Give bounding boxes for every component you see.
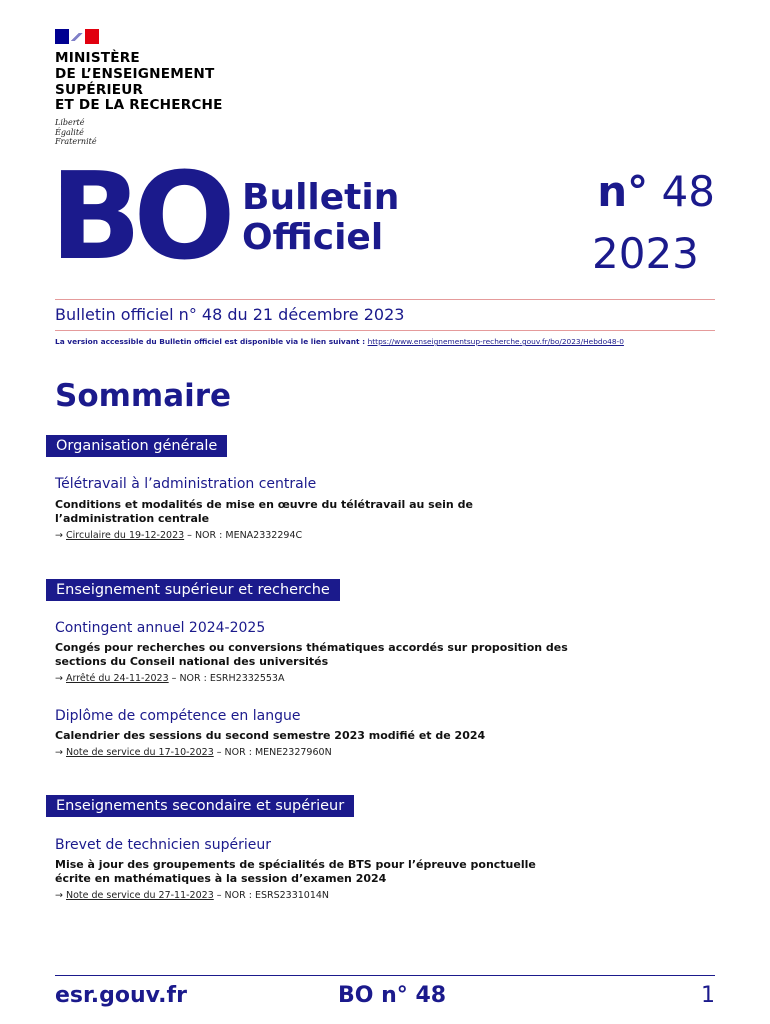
sommaire-heading: Sommaire bbox=[55, 378, 232, 414]
bo-logo: BO bbox=[50, 148, 228, 287]
ministry-line: MINISTÈRE bbox=[55, 50, 140, 66]
divider bbox=[55, 330, 715, 331]
reference-link[interactable]: Note de service du 17-10-2023 bbox=[66, 747, 214, 758]
number-prefix: n° bbox=[597, 167, 649, 216]
ministry-line: SUPÉRIEUR bbox=[55, 81, 144, 98]
item-reference bbox=[55, 747, 332, 758]
issue-year: 2023 bbox=[592, 229, 699, 278]
motto-line: Fraternité bbox=[55, 137, 97, 146]
item-description: Mise à jour des groupements de spécialités de BTS pour l’épreuve ponctuelle écrite en mathématiques à la session d’examen 2024 bbox=[55, 858, 536, 885]
section-header: Organisation générale bbox=[46, 435, 227, 457]
item-description: Congés pour recherches ou conversions thématiques accordés sur proposition des sections du Conseil national des universités bbox=[55, 641, 568, 668]
officiel-line: Officiel bbox=[242, 217, 384, 258]
item-reference bbox=[55, 530, 302, 541]
footer-divider bbox=[55, 975, 715, 976]
republic-flag-logo bbox=[55, 29, 99, 44]
ministry-line: ET DE LA RECHERCHE bbox=[55, 97, 223, 114]
nor-code: – NOR : MENA2332294C bbox=[184, 530, 303, 541]
page-number: 1 bbox=[701, 983, 715, 1008]
nor-code: – NOR : ESRH2332553A bbox=[168, 673, 285, 684]
item-description: Calendrier des sessions du second semestre 2023 modifié et de 2024 bbox=[55, 729, 486, 742]
bulletin-line: Bulletin bbox=[242, 177, 400, 218]
nor-code: – NOR : ESRS2331014N bbox=[213, 890, 330, 901]
item-description: Conditions et modalités de mise en œuvre du télétravail au sein de l’administration centrale bbox=[55, 498, 473, 525]
ministry-name bbox=[55, 51, 223, 114]
reference-link[interactable]: Arrêté du 24-11-2023 bbox=[66, 673, 169, 684]
item-title: Brevet de technicien supérieur bbox=[55, 837, 271, 853]
section-header: Enseignements secondaire et supérieur bbox=[46, 795, 354, 817]
accessible-version-note bbox=[55, 337, 624, 346]
footer-site: esr.gouv.fr bbox=[55, 983, 187, 1008]
motto-line: Liberté bbox=[55, 118, 85, 127]
republic-motto bbox=[55, 118, 97, 147]
item-reference bbox=[55, 673, 284, 684]
item-title: Contingent annuel 2024-2025 bbox=[55, 620, 266, 636]
arrow-icon: → bbox=[55, 890, 63, 901]
bulletin-officiel-title bbox=[242, 178, 399, 258]
item-title: Diplôme de compétence en langue bbox=[55, 708, 301, 724]
ministry-line: DE L’ENSEIGNEMENT bbox=[55, 65, 215, 82]
item-reference bbox=[55, 890, 329, 901]
number-value: 48 bbox=[661, 167, 715, 216]
item-title: Télétravail à l’administration centrale bbox=[55, 476, 317, 492]
reference-link[interactable]: Note de service du 27-11-2023 bbox=[66, 890, 214, 901]
arrow-icon: → bbox=[55, 530, 63, 541]
arrow-icon: → bbox=[55, 747, 63, 758]
bulletin-subtitle: Bulletin officiel n° 48 du 21 décembre 2023 bbox=[55, 305, 405, 324]
motto-line: Égalité bbox=[55, 127, 84, 137]
arrow-icon: → bbox=[55, 673, 63, 684]
section-header: Enseignement supérieur et recherche bbox=[46, 579, 340, 601]
nor-code: – NOR : MENE2327960N bbox=[213, 747, 332, 758]
accessible-link[interactable]: https://www.enseignementsup-recherche.gouv.fr/bo/2023/Hebdo48-0 bbox=[367, 337, 624, 346]
footer-bo-number: BO n° 48 bbox=[338, 983, 447, 1008]
divider bbox=[55, 299, 715, 300]
accessible-text: La version accessible du Bulletin officiel est disponible via le lien suivant : bbox=[55, 337, 368, 346]
issue-number bbox=[597, 168, 715, 216]
reference-link[interactable]: Circulaire du 19-12-2023 bbox=[66, 530, 185, 541]
